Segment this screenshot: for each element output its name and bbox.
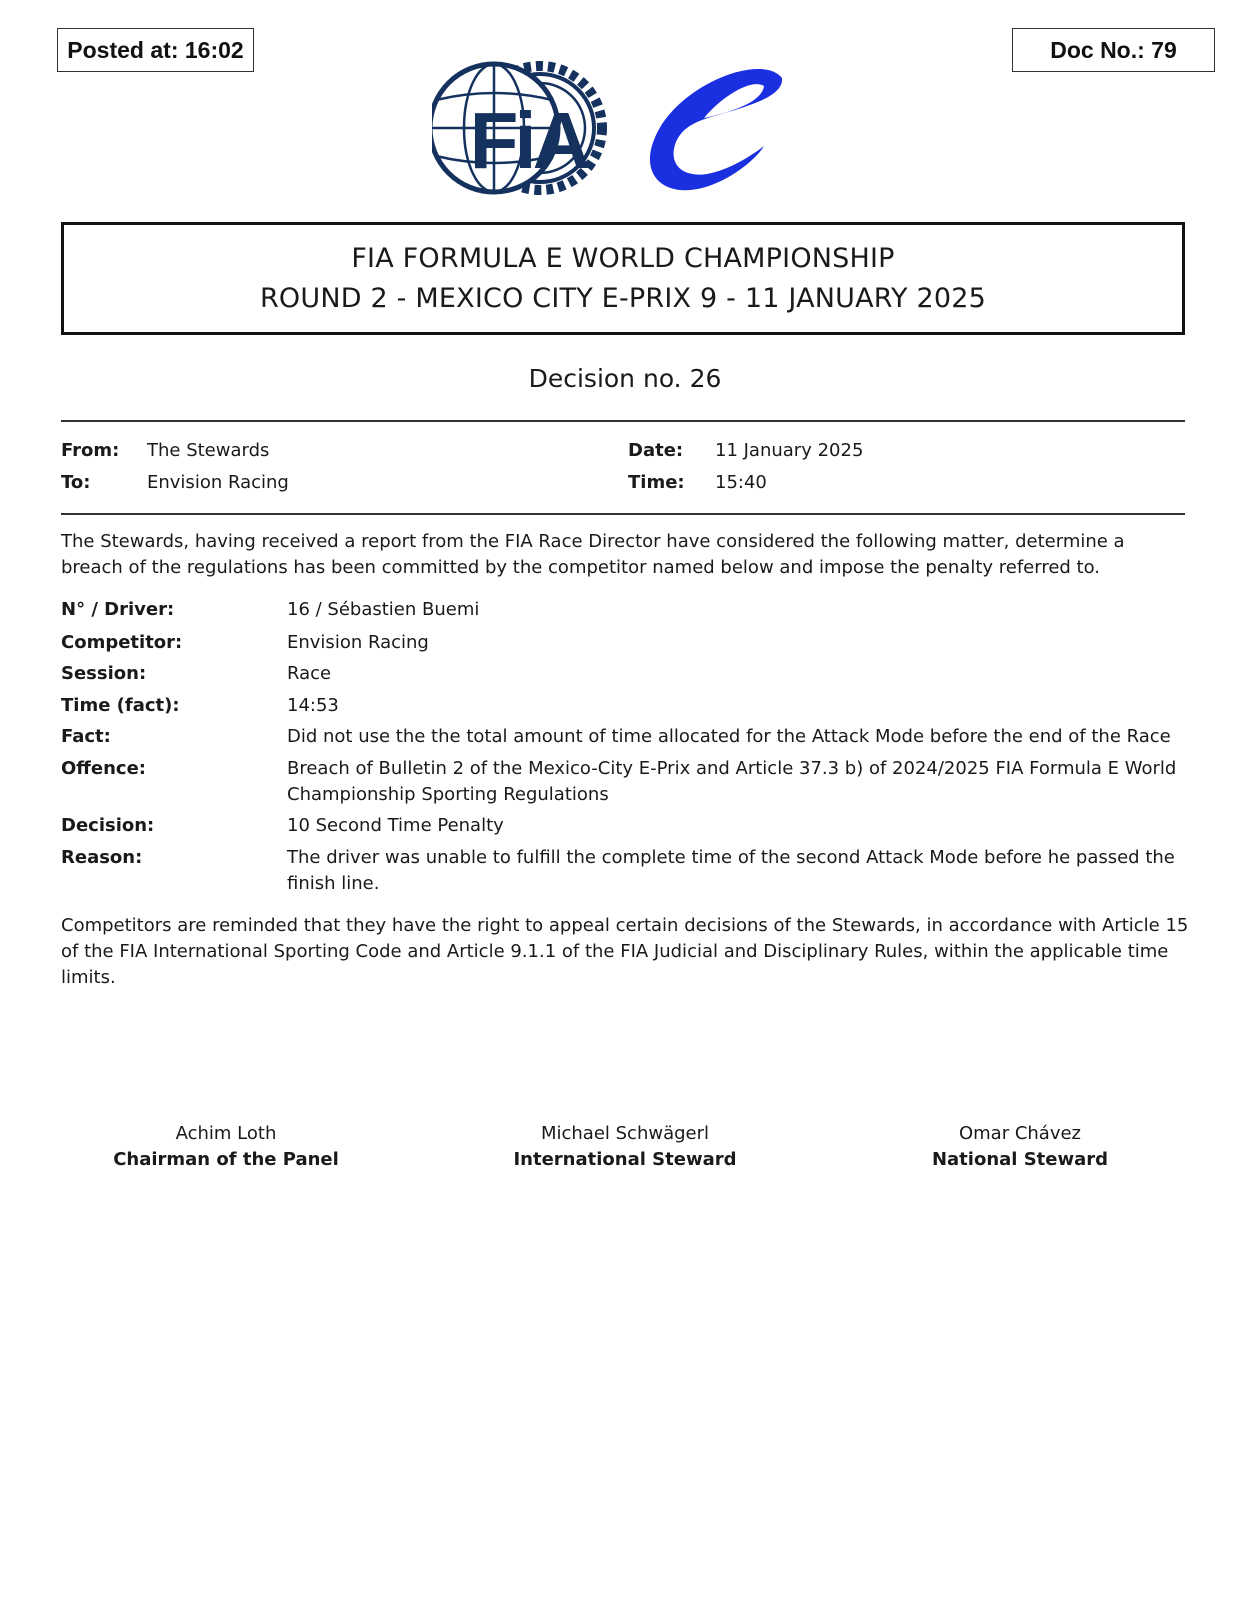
signatory-role: Chairman of the Panel <box>113 1149 339 1170</box>
detail-value: Breach of Bulletin 2 of the Mexico-City E-Prix and Article 37.3 b) of 2024/2025 FIA Formula E World Championship Sporting Regulations <box>287 758 1177 805</box>
detail-label: Decision: <box>61 815 155 836</box>
detail-label: Session: <box>61 663 147 684</box>
date-label: Date: <box>628 440 684 461</box>
detail-value: Race <box>287 663 332 684</box>
event-title: ROUND 2 - MEXICO CITY E-PRIX 9 - 11 JANUARY 2025 <box>259 283 987 314</box>
intro-paragraph: The Stewards, having received a report from the FIA Race Director have considered the following matter, determine a breach of the regulations has been committed by the competitor named below and impose the penalty referred to. <box>61 531 1125 578</box>
signatory-chairman <box>61 1121 391 1173</box>
from-label: From: <box>61 440 120 461</box>
fia-wordmark: FiA <box>469 96 587 185</box>
signatory-role: National Steward <box>931 1149 1109 1170</box>
detail-label: Competitor: <box>61 632 183 653</box>
detail-value: Did not use the the total amount of time allocated for the Attack Mode before the end of the Race <box>287 726 1171 747</box>
date-value: 11 January 2025 <box>715 440 864 461</box>
signatory-national-steward <box>855 1121 1185 1173</box>
signatory-name: Michael Schwägerl <box>540 1123 710 1144</box>
detail-value: 16 / Sébastien Buemi <box>287 599 480 620</box>
doc-number-box <box>1012 28 1215 72</box>
posted-at-text: Posted at: 16:02 <box>67 36 244 63</box>
header-logos <box>432 58 812 203</box>
to-label: To: <box>61 472 91 493</box>
time-label: Time: <box>628 472 685 493</box>
championship-title-box <box>61 222 1185 335</box>
appeal-notice: Competitors are reminded that they have the right to appeal certain decisions of the Stewards, in accordance with Article 15 of the FIA International Sporting Code and Article 9.1.1 of the FIA Judicial and Disciplinary Rules, within the applicable time limits. <box>61 915 1189 988</box>
time-value: 15:40 <box>715 472 767 493</box>
divider-bottom <box>61 513 1185 515</box>
detail-label: N° / Driver: <box>61 599 175 620</box>
from-value: The Stewards <box>147 440 270 461</box>
championship-title: FIA FORMULA E WORLD CHAMPIONSHIP <box>351 243 895 274</box>
detail-value: 14:53 <box>287 695 339 716</box>
detail-value: 10 Second Time Penalty <box>287 815 504 836</box>
detail-value: Envision Racing <box>287 632 429 653</box>
detail-value: The driver was unable to fulfill the complete time of the second Attack Mode before he passed the finish line. <box>287 847 1175 894</box>
formula-e-logo <box>650 69 782 190</box>
detail-label: Reason: <box>61 847 143 868</box>
decision-number: Decision no. 26 <box>528 364 722 393</box>
signatory-role: International Steward <box>513 1149 737 1170</box>
signatory-name: Omar Chávez <box>958 1123 1082 1144</box>
signatory-international-steward <box>460 1121 790 1173</box>
doc-number-text: Doc No.: 79 <box>1050 36 1177 63</box>
detail-label: Offence: <box>61 758 146 779</box>
posted-at-box <box>57 28 254 72</box>
detail-label: Time (fact): <box>61 695 180 716</box>
fia-logo <box>432 64 602 192</box>
signatory-name: Achim Loth <box>175 1123 277 1144</box>
formula-e-mark-icon <box>650 69 782 190</box>
to-value: Envision Racing <box>147 472 289 493</box>
detail-label: Fact: <box>61 726 111 747</box>
divider-top <box>61 420 1185 422</box>
